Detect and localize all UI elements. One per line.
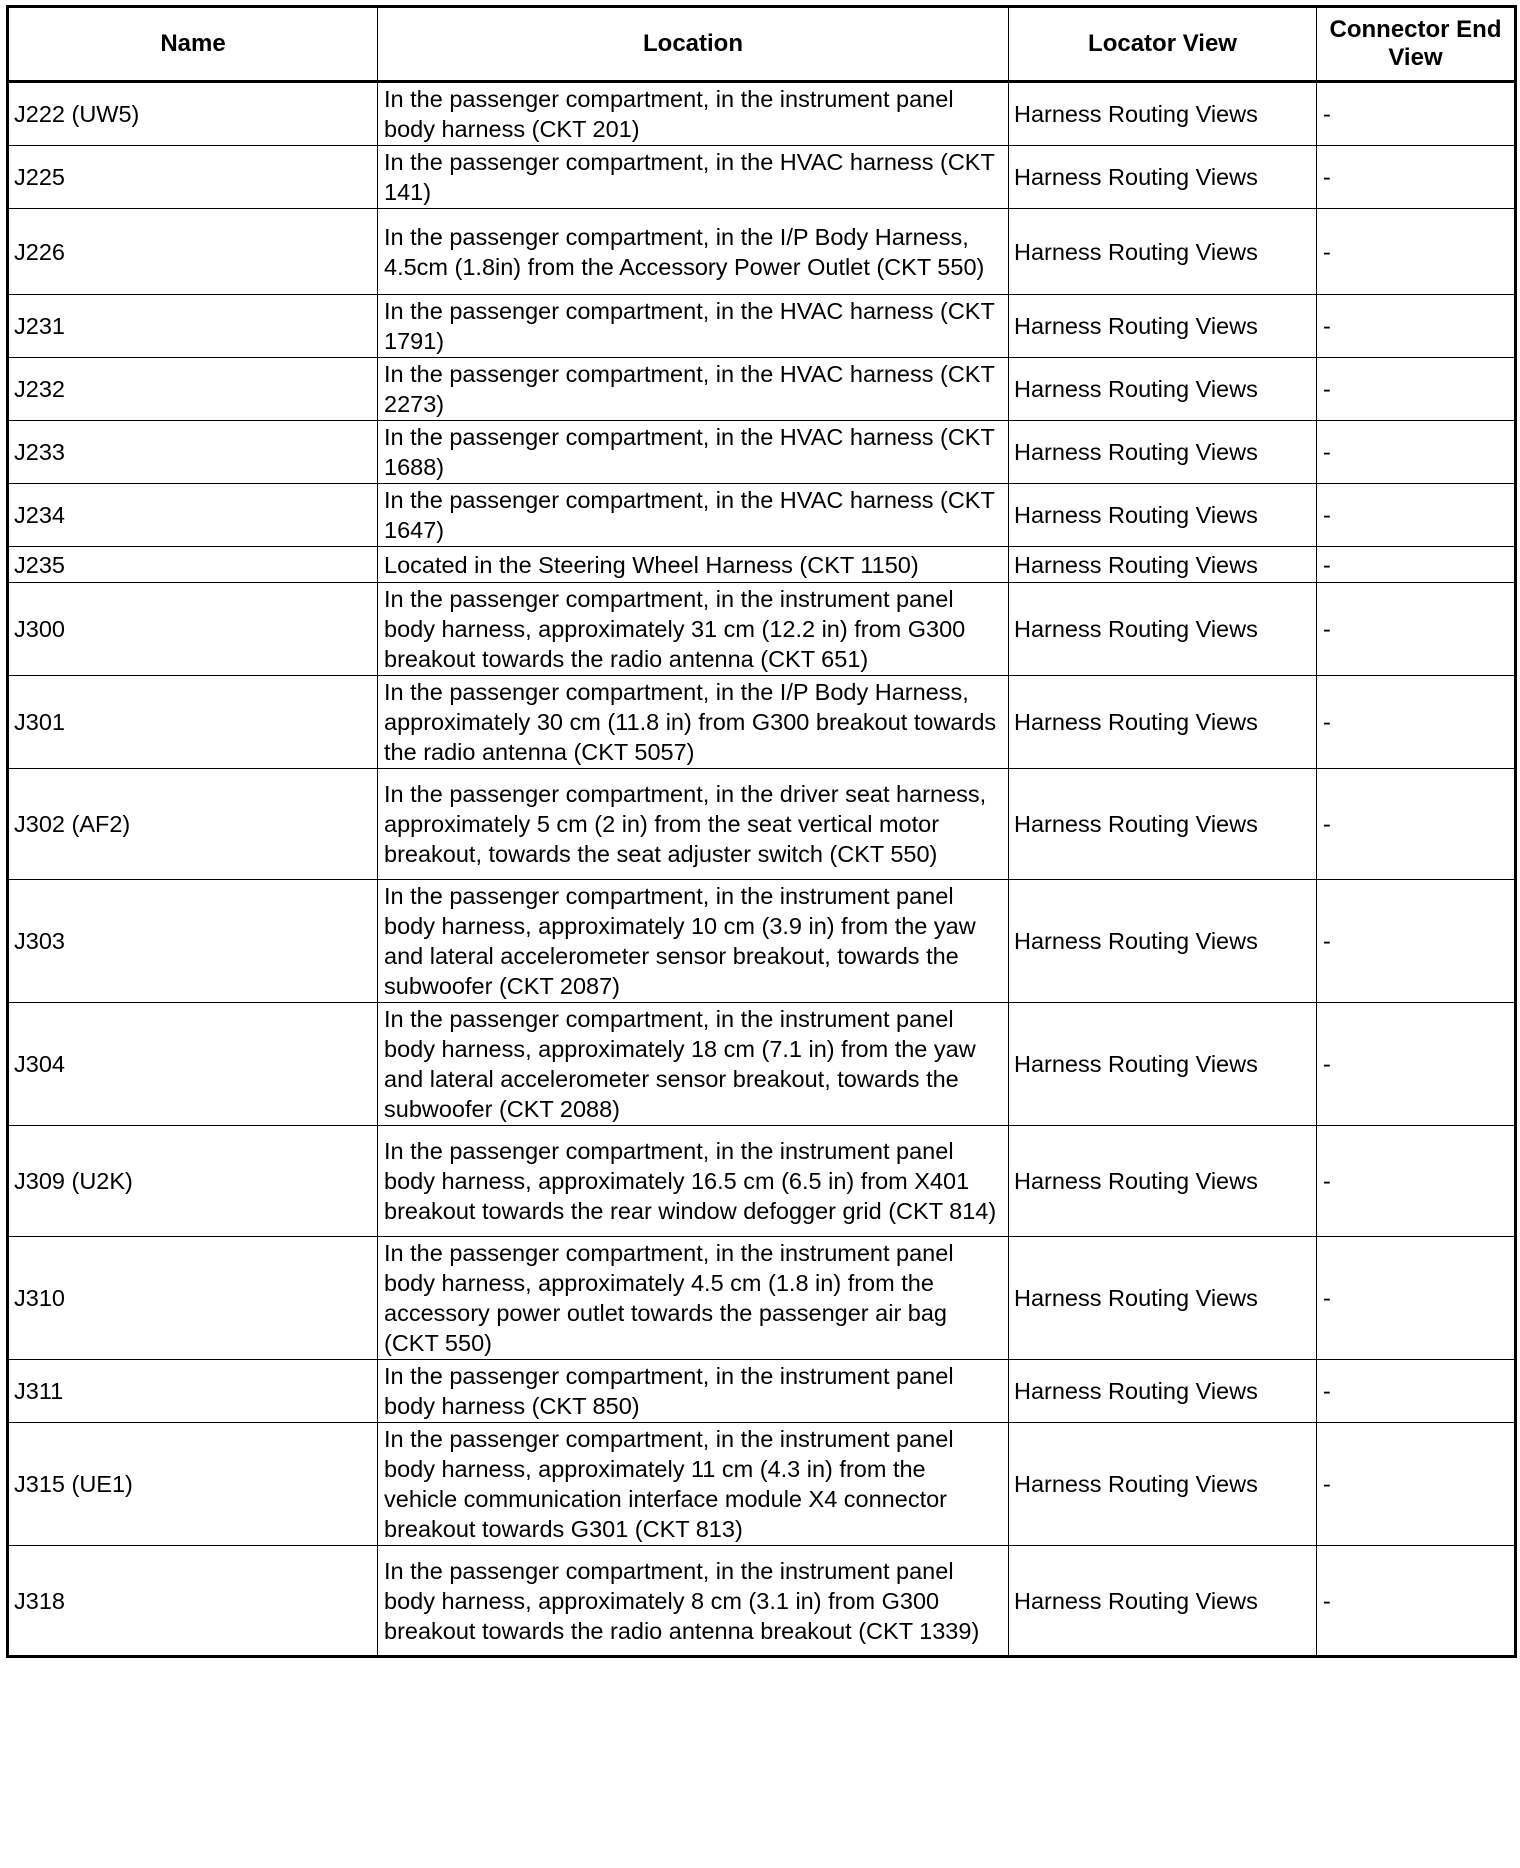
cell-name: J222 (UW5) xyxy=(8,82,378,146)
cell-connector-end-view: - xyxy=(1317,421,1516,484)
cell-location: In the passenger compartment, in the instrument panel body harness, approximately 10 cm (3.9 in) from the yaw and lateral accelerometer sensor breakout, towards the subwoofer (CKT 2087) xyxy=(378,880,1009,1003)
cell-connector-end-view: - xyxy=(1317,295,1516,358)
cell-locator-view: Harness Routing Views xyxy=(1009,1546,1317,1657)
cell-connector-end-view: - xyxy=(1317,676,1516,769)
cell-locator-view: Harness Routing Views xyxy=(1009,421,1317,484)
connector-location-table xyxy=(6,5,1517,1658)
cell-location: In the passenger compartment, in the HVAC harness (CKT 1791) xyxy=(378,295,1009,358)
table-row xyxy=(8,547,1516,583)
cell-locator-view: Harness Routing Views xyxy=(1009,1360,1317,1423)
cell-name: J318 xyxy=(8,1546,378,1657)
cell-location: In the passenger compartment, in the I/P Body Harness, 4.5cm (1.8in) from the Accessory Power Outlet (CKT 550) xyxy=(378,209,1009,295)
cell-name: J231 xyxy=(8,295,378,358)
cell-connector-end-view: - xyxy=(1317,547,1516,583)
cell-connector-end-view: - xyxy=(1317,1003,1516,1126)
cell-locator-view: Harness Routing Views xyxy=(1009,1003,1317,1126)
cell-locator-view: Harness Routing Views xyxy=(1009,146,1317,209)
cell-locator-view: Harness Routing Views xyxy=(1009,547,1317,583)
cell-locator-view: Harness Routing Views xyxy=(1009,583,1317,676)
cell-name: J235 xyxy=(8,547,378,583)
cell-location: In the passenger compartment, in the instrument panel body harness (CKT 201) xyxy=(378,82,1009,146)
header-location: Location xyxy=(378,7,1009,82)
cell-name: J300 xyxy=(8,583,378,676)
cell-location: In the passenger compartment, in the HVAC harness (CKT 141) xyxy=(378,146,1009,209)
table-row xyxy=(8,880,1516,1003)
header-connector-end-view: Connector End View xyxy=(1317,7,1516,82)
table-row xyxy=(8,1237,1516,1360)
table-row xyxy=(8,358,1516,421)
cell-locator-view: Harness Routing Views xyxy=(1009,676,1317,769)
header-name: Name xyxy=(8,7,378,82)
cell-name: J225 xyxy=(8,146,378,209)
cell-connector-end-view: - xyxy=(1317,146,1516,209)
cell-connector-end-view: - xyxy=(1317,484,1516,547)
cell-location: In the passenger compartment, in the HVAC harness (CKT 1688) xyxy=(378,421,1009,484)
cell-name: J311 xyxy=(8,1360,378,1423)
cell-name: J309 (U2K) xyxy=(8,1126,378,1237)
cell-locator-view: Harness Routing Views xyxy=(1009,1237,1317,1360)
cell-location: Located in the Steering Wheel Harness (CKT 1150) xyxy=(378,547,1009,583)
cell-connector-end-view: - xyxy=(1317,1237,1516,1360)
cell-locator-view: Harness Routing Views xyxy=(1009,82,1317,146)
table-row xyxy=(8,82,1516,146)
table-row xyxy=(8,1546,1516,1657)
cell-location: In the passenger compartment, in the I/P Body Harness, approximately 30 cm (11.8 in) from G300 breakout towards the radio antenna (CKT 5057) xyxy=(378,676,1009,769)
table-row xyxy=(8,1423,1516,1546)
cell-locator-view: Harness Routing Views xyxy=(1009,358,1317,421)
cell-name: J232 xyxy=(8,358,378,421)
table-row xyxy=(8,209,1516,295)
cell-connector-end-view: - xyxy=(1317,1126,1516,1237)
cell-name: J303 xyxy=(8,880,378,1003)
cell-locator-view: Harness Routing Views xyxy=(1009,295,1317,358)
cell-connector-end-view: - xyxy=(1317,769,1516,880)
cell-name: J304 xyxy=(8,1003,378,1126)
cell-location: In the passenger compartment, in the instrument panel body harness, approximately 4.5 cm (1.8 in) from the accessory power outlet towards the passenger air bag (CKT 550) xyxy=(378,1237,1009,1360)
header-row xyxy=(8,7,1516,82)
cell-connector-end-view: - xyxy=(1317,583,1516,676)
cell-connector-end-view: - xyxy=(1317,1360,1516,1423)
table-row xyxy=(8,484,1516,547)
table-body xyxy=(8,82,1516,1657)
cell-name: J233 xyxy=(8,421,378,484)
cell-locator-view: Harness Routing Views xyxy=(1009,769,1317,880)
cell-location: In the passenger compartment, in the instrument panel body harness, approximately 11 cm (4.3 in) from the vehicle communication interface module X4 connector breakout towards G301 (CKT 813) xyxy=(378,1423,1009,1546)
cell-location: In the passenger compartment, in the HVAC harness (CKT 2273) xyxy=(378,358,1009,421)
cell-name: J315 (UE1) xyxy=(8,1423,378,1546)
cell-locator-view: Harness Routing Views xyxy=(1009,209,1317,295)
cell-name: J310 xyxy=(8,1237,378,1360)
table-row xyxy=(8,295,1516,358)
cell-locator-view: Harness Routing Views xyxy=(1009,1423,1317,1546)
cell-location: In the passenger compartment, in the instrument panel body harness, approximately 18 cm (7.1 in) from the yaw and lateral accelerometer sensor breakout, towards the subwoofer (CKT 2088) xyxy=(378,1003,1009,1126)
cell-name: J226 xyxy=(8,209,378,295)
cell-location: In the passenger compartment, in the instrument panel body harness, approximately 31 cm (12.2 in) from G300 breakout towards the radio antenna (CKT 651) xyxy=(378,583,1009,676)
cell-location: In the passenger compartment, in the instrument panel body harness (CKT 850) xyxy=(378,1360,1009,1423)
table-row xyxy=(8,1360,1516,1423)
table-row xyxy=(8,676,1516,769)
table-row xyxy=(8,146,1516,209)
table-row xyxy=(8,769,1516,880)
table-row xyxy=(8,583,1516,676)
cell-connector-end-view: - xyxy=(1317,82,1516,146)
cell-name: J302 (AF2) xyxy=(8,769,378,880)
cell-connector-end-view: - xyxy=(1317,209,1516,295)
cell-locator-view: Harness Routing Views xyxy=(1009,1126,1317,1237)
cell-locator-view: Harness Routing Views xyxy=(1009,880,1317,1003)
cell-location: In the passenger compartment, in the instrument panel body harness, approximately 16.5 cm (6.5 in) from X401 breakout towards the rear window defogger grid (CKT 814) xyxy=(378,1126,1009,1237)
table-row xyxy=(8,1126,1516,1237)
cell-connector-end-view: - xyxy=(1317,1546,1516,1657)
cell-connector-end-view: - xyxy=(1317,358,1516,421)
cell-location: In the passenger compartment, in the HVAC harness (CKT 1647) xyxy=(378,484,1009,547)
cell-locator-view: Harness Routing Views xyxy=(1009,484,1317,547)
table-header xyxy=(8,7,1516,82)
table-row xyxy=(8,421,1516,484)
cell-name: J234 xyxy=(8,484,378,547)
cell-location: In the passenger compartment, in the instrument panel body harness, approximately 8 cm (3.1 in) from G300 breakout towards the radio antenna breakout (CKT 1339) xyxy=(378,1546,1009,1657)
table-row xyxy=(8,1003,1516,1126)
cell-name: J301 xyxy=(8,676,378,769)
cell-connector-end-view: - xyxy=(1317,1423,1516,1546)
header-locator-view: Locator View xyxy=(1009,7,1317,82)
cell-location: In the passenger compartment, in the driver seat harness, approximately 5 cm (2 in) from the seat vertical motor breakout, towards the seat adjuster switch (CKT 550) xyxy=(378,769,1009,880)
cell-connector-end-view: - xyxy=(1317,880,1516,1003)
